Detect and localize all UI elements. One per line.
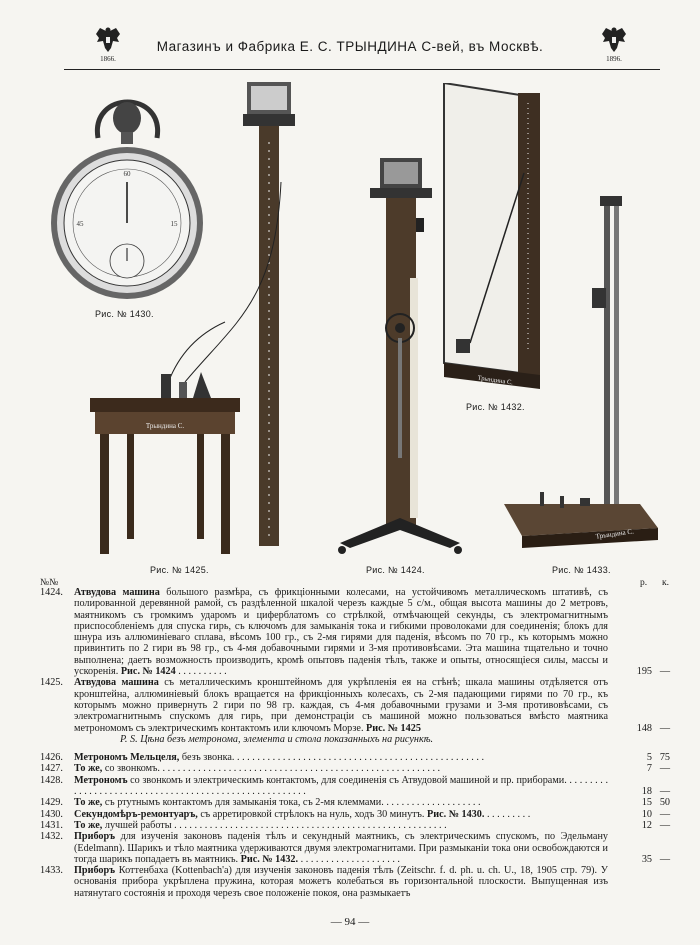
entry-name: Атвудова машина	[74, 587, 160, 598]
catalogue-entry	[40, 587, 670, 677]
entry-description: со звонкомъ и электрическимъ контактомъ, для соединенія съ Атвудовой машиной и пр. приборами. . . . . . . . . . . . . . . . . . . . . . . . . . . . . . . . . . . . . . . . . . . . . . . . . . . . . . .	[74, 774, 608, 798]
entry-text	[74, 763, 670, 774]
entry-number: 1428.	[40, 774, 63, 786]
page-title: Магазинъ и Фабрика Е. С. ТРЫНДИНА С-вей, въ Москвѣ.	[156, 39, 544, 54]
catalogue-entry	[40, 865, 670, 899]
year-right: 1896.	[606, 55, 622, 63]
entry-figure-ref: Рис. № 1424	[120, 666, 176, 678]
entry-price-rub: 18	[641, 786, 652, 798]
entry-name: То же,	[74, 819, 103, 831]
entry-price-kop: —	[659, 666, 670, 678]
catalogue-entry	[40, 831, 670, 865]
entry-name: Секундомѣръ-ремонтуаръ,	[74, 808, 198, 820]
entry-leader: . . . . . . . . . . . . . . . . . . . .	[298, 853, 400, 865]
entry-price-kop: 50	[659, 797, 670, 809]
entry-text	[74, 865, 670, 899]
entry-price-rub: 148	[636, 722, 652, 734]
column-header-number: №№	[40, 578, 59, 588]
entry-number: 1426.	[40, 752, 63, 764]
entry-number: 1424.	[40, 587, 63, 598]
entry-description: для изученія законовъ паденія тѣлъ и секундный маятникъ, съ электрическимъ спускомъ, по Эдельману (Edelmann). Шарикъ и тѣло маятника удерживаются двумя электромагнитами. При размыканіи тока они освобождаются и тогда шарикъ попадаетъ въ маятникъ.	[74, 831, 608, 865]
wall-atwood-machine-illustration	[85, 82, 310, 562]
header-rule	[64, 69, 660, 70]
entry-price-kop: 75	[659, 752, 670, 764]
entry-number: 1425.	[40, 677, 63, 689]
entry-description: съ ртутнымъ контактомъ для замыканія тока, съ 2-мя клеммами. . . . . . . . . . . . . . . . . . . .	[102, 797, 481, 809]
entry-name: Метрономъ Мельцеля,	[74, 752, 180, 764]
entry-text	[74, 831, 670, 865]
entry-price-rub: 7	[646, 763, 652, 775]
caption-fig-1425: Рис. № 1425.	[150, 565, 209, 575]
entry-description: большого размѣра, съ фрикціонными колесами, на устойчивомъ металлическомъ штативѣ, съ полированной деревянной рамой, съ раздѣленной шкалой черезъ каждые 5 с/м., общая высота машины до 2 метровъ, маятникомъ съ громкимъ ударомъ и циферблатомъ со стрѣлкой, отмѣчающей секунды, съ электромагнитнымъ приспособленіемъ для спуска гирь, съ ключомъ для замыканія тока и гибкими проволоками для соединенія; блокъ для шнура изъ аллюминіеваго сплава, вѣсомъ 100 гр., съ 2-мя гирями для паденія, вѣсомъ по 70 гр., къ которымъ можно привинтить по 2 гири въ 98 гр., съ 4-мя добавочными гирями и 3-мя противовѣсами. Эта машина тщательно и точно выполнена; даетъ возможность производить, кромѣ опытовъ паденія тѣлъ, также и опыты, относящіеся силы, массы и ускоренія.	[74, 587, 609, 678]
entry-name: Приборъ	[74, 831, 116, 843]
caption-fig-1430: Рис. № 1430.	[95, 309, 154, 319]
catalogue-entry	[40, 763, 670, 774]
entry-price-rub: 15	[641, 797, 652, 809]
price-note: P. S. Цѣна безъ метронома, элемента и стола показанныхъ на рисункѣ.	[120, 733, 434, 745]
entry-name: Метрономъ	[74, 774, 128, 786]
entry-price-rub: 35	[641, 853, 652, 865]
year-left: 1866.	[100, 55, 116, 63]
entry-description: безъ звонка. . . . . . . . . . . . . . . . . . . . . . . . . . . . . . . . . . . . . . . . . . . . . . . . . .	[179, 752, 485, 764]
entry-description: съ арретировкой стрѣлокъ на нуль, ходъ 30 минутъ.	[197, 808, 425, 820]
entry-text	[74, 775, 670, 798]
entry-description: со звонкомъ. . . . . . . . . . . . . . . . . . . . . . . . . . . . . . . . . . . . . . . . . . . . . . . . . . . . . . . .	[102, 763, 441, 775]
right-emblem	[600, 26, 628, 63]
entry-leader: . . . . . . . . .	[484, 808, 531, 820]
entry-name: Атвудова машина	[74, 677, 159, 689]
column-header-kop: к.	[662, 578, 669, 588]
page-number: — 94 —	[330, 916, 370, 928]
catalogue-entry	[40, 820, 670, 831]
entry-number: 1431.	[40, 819, 63, 831]
catalogue-entry	[40, 752, 670, 763]
caption-fig-1432: Рис. № 1432.	[466, 402, 525, 412]
entry-number: 1429.	[40, 797, 63, 809]
column-header-rub: р.	[640, 578, 648, 588]
entry-price-kop: —	[659, 808, 670, 820]
entry-price-rub: 5	[646, 752, 652, 764]
svg-text:45: 45	[76, 220, 84, 228]
table-brand: Трындина С.	[145, 422, 185, 430]
base-brand: Трындина С.	[595, 527, 635, 541]
entry-price-kop: —	[659, 853, 670, 865]
entry-leader: . . . . . . . . . .	[175, 666, 227, 678]
catalogue-entry	[40, 809, 670, 820]
entry-price-kop: —	[659, 819, 670, 831]
entry-name: То же,	[74, 763, 103, 775]
entry-name: То же,	[74, 797, 103, 809]
svg-text:60: 60	[123, 170, 131, 178]
entry-number: 1427.	[40, 763, 63, 775]
caption-fig-1424: Рис. № 1424.	[366, 565, 425, 575]
entry-price-rub: 10	[641, 808, 652, 820]
page-header	[40, 26, 660, 66]
catalogue-entry	[40, 775, 670, 798]
entry-figure-ref: Рис. № 1430.	[426, 808, 485, 820]
catalogue-entries	[40, 587, 670, 899]
entry-text	[74, 752, 670, 763]
entry-number: 1430.	[40, 808, 63, 820]
entry-text	[74, 677, 670, 733]
entry-price-kop: —	[659, 722, 670, 734]
entry-figure-ref: Рис. № 1425	[366, 722, 421, 734]
entry-price-rub: 12	[641, 819, 652, 831]
board-brand: Трындина С.	[477, 374, 514, 387]
entry-figure-ref: Рис. № 1432.	[240, 853, 299, 865]
entry-price-kop: —	[659, 786, 670, 798]
entry-number: 1432.	[40, 831, 63, 843]
entry-text	[74, 797, 670, 808]
svg-text:15: 15	[170, 220, 178, 228]
entry-price-rub: 195	[636, 666, 652, 678]
entry-text	[74, 809, 670, 820]
catalogue-entry	[40, 797, 670, 808]
entry-description: съ металлическимъ кронштейномъ для укрѣпленія ея на стѣнѣ; шкала машины отдѣляется отъ кронштейна, аллюминіевый блокъ вращается на фрикціонныхъ колесахъ, съ 2-мя падающими гирями по 70 гр., къ которымъ можно привернуть 2 гири по 98 гр. каждая, съ 4-мя добавочными грузами и 3-мя противовѣсами, съ электромагнитнымъ спускомъ для гирь, при демонстраціи съ машиной можно пользоваться вмѣсто маятника метрономомъ съ электрическимъ контактомъ или ключомъ Морзе.	[74, 677, 608, 734]
kottenbach-apparatus-illustration	[500, 196, 660, 556]
entry-number: 1433.	[40, 865, 63, 877]
caption-fig-1433: Рис. № 1433.	[552, 565, 611, 575]
entry-description: лучшей работы . . . . . . . . . . . . . . . . . . . . . . . . . . . . . . . . . . . . . . . . . . . . . . . . . . . . . .	[102, 819, 447, 831]
entry-text	[74, 587, 670, 677]
double-eagle-icon	[601, 26, 627, 54]
entry-name: Приборъ	[74, 865, 116, 877]
entry-description: Коттенбаха (Kottenbach'a) для изученія законовъ паденія тѣлъ (Zeitschr. f. d. ph. u. ch. U., 18, 1905 стр. 79). У основанія прибора укрѣплена пружина, которая можетъ колебаться въ горизонтальной плоскости. Выпущенная изъ натянутаго состоянія и проходя черезъ свое положеніе покоя, она размыкаетъ	[74, 865, 608, 899]
entry-price-kop: —	[659, 763, 670, 775]
entry-text	[74, 820, 670, 831]
catalogue-entry	[40, 677, 670, 733]
